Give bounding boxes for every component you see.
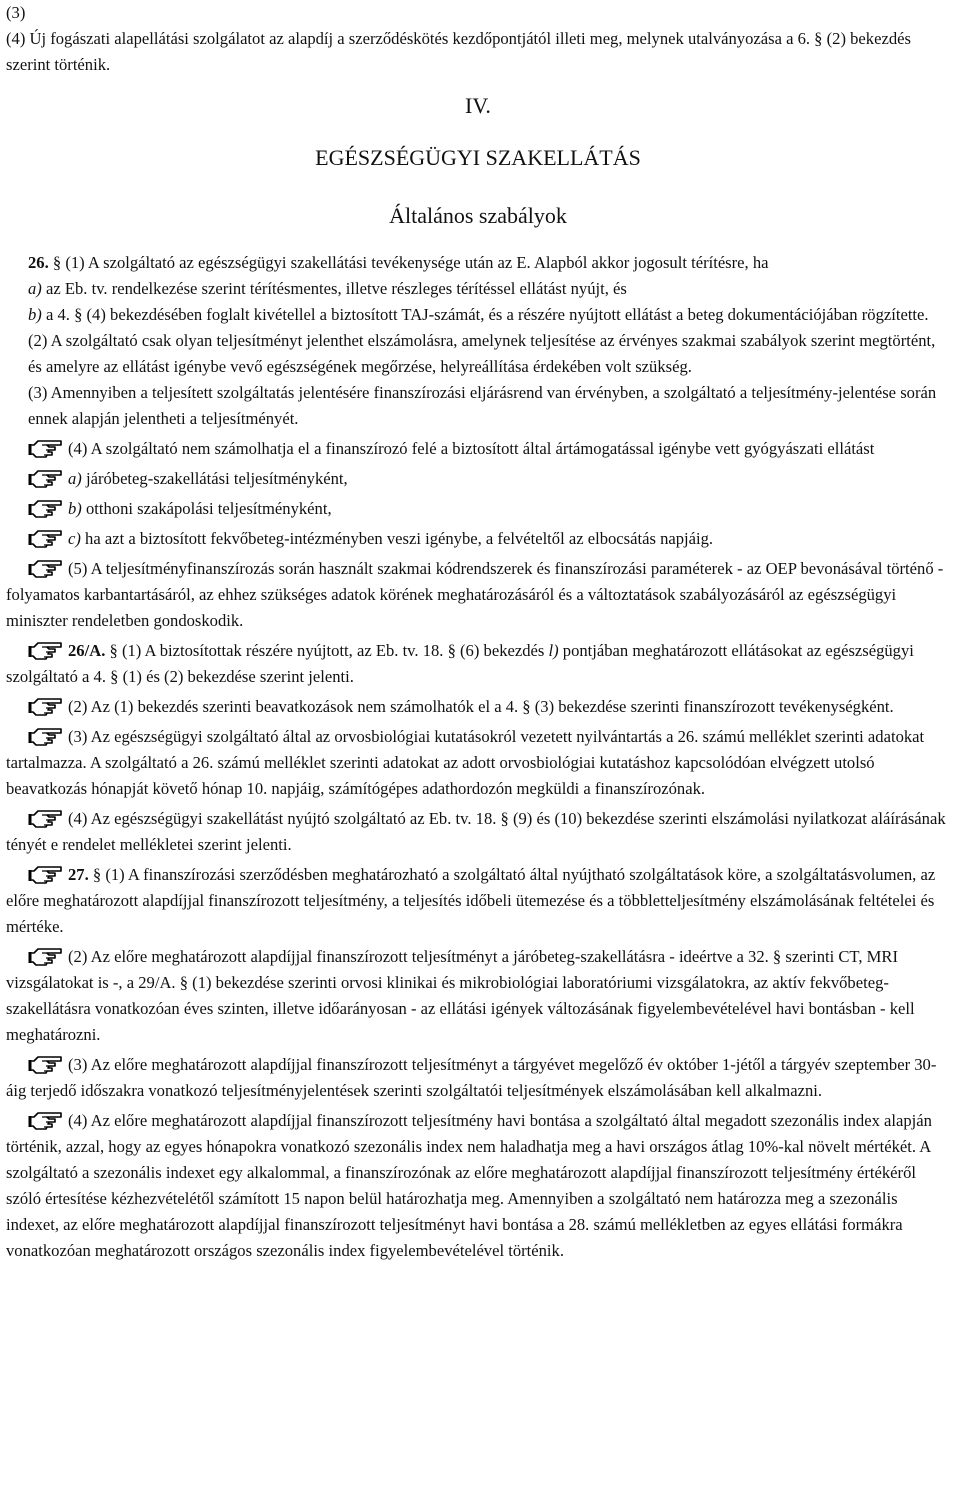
pointing-hand-icon: [28, 724, 64, 746]
s26-point-a: a) az Eb. tv. rendelkezése szerint térítésmentes, illetve részleges térítéssel ellátást nyújt, és: [28, 279, 627, 298]
pointing-hand-icon: [28, 638, 64, 660]
s26-paragraph-5: (5) A teljesítményfinanszírozás során használt szakmai kódrendszerek és finanszírozási paraméterek - az OEP bevonásával történő - folyamatos karbantartásáról, az ehhez szükséges adatok körének meghatározásáról és a változtatások szabályozásáról az egészségügyi miniszter rendeletben gondoskodik.: [6, 556, 950, 634]
pointing-hand-icon: [28, 466, 64, 488]
s27-paragraph-3: (3) Az előre meghatározott alapdíjjal finanszírozott teljesítményt a tárgyévet megelőző év október 1-jétől a tárgyév szeptember 30-áig terjedő időszakra vonatkozó teljesítményjelentések szerinti szolgáltatói teljesítmények elszámolásában kell alkalmazni.: [6, 1052, 950, 1104]
s26-paragraph-2: (2) A szolgáltató csak olyan teljesítményt jelenthet elszámolásra, amelynek teljesítése az érvényes szakmai szabályok szerint megtörtént, és amelyre az ellátást igénybe vevő egészségének megőrzése, helyreállítása érdekében volt szükség.: [28, 331, 936, 376]
s26-paragraph-4: (4) A szolgáltató nem számolhatja el a finanszírozó felé a biztosított által ártámogatással igénybe vett gyógyászati ellátást: [6, 436, 950, 462]
paragraph-3-label: (3): [6, 3, 26, 22]
s27-paragraph-1: 27. § (1) A finanszírozási szerződésben meghatározható a szolgáltató által nyújtható szolgáltatások köre, a szolgáltatásvolumen, az előre meghatározott alapdíjjal finanszírozott teljesítmény, a teljesítés időbeli ütemezése és a többletteljesítmény elszámolásának feltételei és mértéke.: [6, 862, 950, 940]
pointing-hand-icon: [28, 862, 64, 884]
section-subtitle: Általános szabályok: [389, 203, 567, 228]
pointing-hand-icon: [28, 806, 64, 828]
s26-paragraph-4-point-c: c) ha azt a biztosított fekvőbeteg-intézményben veszi igénybe, a felvételtől az elbocsátás napjáig.: [6, 526, 950, 552]
pointing-hand-icon: [28, 556, 64, 578]
s26a-paragraph-4: (4) Az egészségügyi szakellátást nyújtó szolgáltató az Eb. tv. 18. § (9) és (10) bekezdése szerinti elszámolási nyilatkozat aláírásának tényét e rendelet mellékletei szerint jelenti.: [6, 806, 950, 858]
pointing-hand-icon: [28, 694, 64, 716]
s27-paragraph-4: (4) Az előre meghatározott alapdíjjal finanszírozott teljesítmény havi bontása a szolgáltató által megadott szezonális index alapján történik, azzal, hogy az egyes hónapokra vonatkozó szezonális index nem haladhatja meg a havi országos átlag 10%-kal növelt mértékét. A szolgáltató a szezonális indexet egy alkalommal, a finanszírozónak az előre meghatározott alapdíjjal finanszírozott teljesítmény értékéről szóló értesítése kézhezvételétől számított 15 napon belül határozhatja meg. Amennyiben a szolgáltató nem határozza meg a szezonális indexet, az előre meghatározott alapdíjjal finanszírozott teljesítményt havi bontása a 28. számú mellékletben az egyes ellátási formákra vonatkozóan meghatározott országos szezonális index figyelembevételével történik.: [6, 1108, 950, 1264]
s26a-paragraph-2: (2) Az (1) bekezdés szerinti beavatkozások nem számolhatók el a 4. § (3) bekezdése szerinti finanszírozott tevékenységként.: [6, 694, 950, 720]
pointing-hand-icon: [28, 496, 64, 518]
s26-paragraph-3: (3) Amennyiben a teljesített szolgáltatás jelentésére finanszírozási eljárásrend van érvényben, a szolgáltató a teljesítmény-jelentése során ennek alapján jelentheti a teljesítményét.: [28, 383, 937, 428]
section-number-26a: 26/A.: [68, 641, 106, 660]
pointing-hand-icon: [28, 436, 64, 458]
section-number-26: 26.: [28, 253, 49, 272]
paragraph-4: (4) Új fogászati alapellátási szolgálatot az alapdíj a szerződéskötés kezdőpontjától illeti meg, melynek utalványozása a 6. § (2) bekezdés szerint történik.: [6, 29, 911, 74]
s26-paragraph-1: 26. § (1) A szolgáltató az egészségügyi szakellátási tevékenysége után az E. Alapból akkor jogosult térítésre, ha: [28, 253, 769, 272]
pointing-hand-icon: [28, 1052, 64, 1074]
chapter-title: EGÉSZSÉGÜGYI SZAKELLÁTÁS: [315, 145, 641, 170]
part-heading: IV.: [465, 93, 491, 118]
s26-paragraph-4-point-a: a) járóbeteg-szakellátási teljesítményként,: [6, 466, 950, 492]
pointing-hand-icon: [28, 526, 64, 548]
section-number-27: 27.: [68, 865, 89, 884]
s27-paragraph-2: (2) Az előre meghatározott alapdíjjal finanszírozott teljesítményt a járóbeteg-szakellátásra - ideértve a 32. § szerinti CT, MRI vizsgálatokat is -, a 29/A. § (1) bekezdése szerinti orvosi klinikai és mikrobiológiai laboratóriumi vizsgálatokra, az aktív fekvőbeteg-szakellátásra vonatkozóan éves szinten, illetve időarányosan - az ellátási igények változásának figyelembevételével havi bontásban - kell meghatározni.: [6, 944, 950, 1048]
pointing-hand-icon: [28, 944, 64, 966]
s26-point-b: b) a 4. § (4) bekezdésében foglalt kivétellel a biztosított TAJ-számát, és a részére nyújtott ellátást a beteg dokumentációjában rögzítette.: [28, 305, 929, 324]
pointing-hand-icon: [28, 1108, 64, 1130]
s26a-paragraph-3: (3) Az egészségügyi szolgáltató által az orvosbiológiai kutatásokról vezetett nyilvántartás a 26. számú melléklet szerinti adatokat tartalmazza. A szolgáltató a 26. számú melléklet szerinti adatokat az adott orvosbiológiai kutatáshoz kapcsolódóan elvégzett utolsó beavatkozás hónapját követő hónap 10. napjáig, számítógépes adathordozón megküldi a finanszírozónak.: [6, 724, 950, 802]
s26a-paragraph-1: 26/A. § (1) A biztosítottak részére nyújtott, az Eb. tv. 18. § (6) bekezdés l) pontjában meghatározott ellátásokat az egészségügyi szolgáltató a 4. § (1) és (2) bekezdése szerint jelenti.: [6, 638, 950, 690]
s26-paragraph-4-point-b: b) otthoni szakápolási teljesítményként,: [6, 496, 950, 522]
